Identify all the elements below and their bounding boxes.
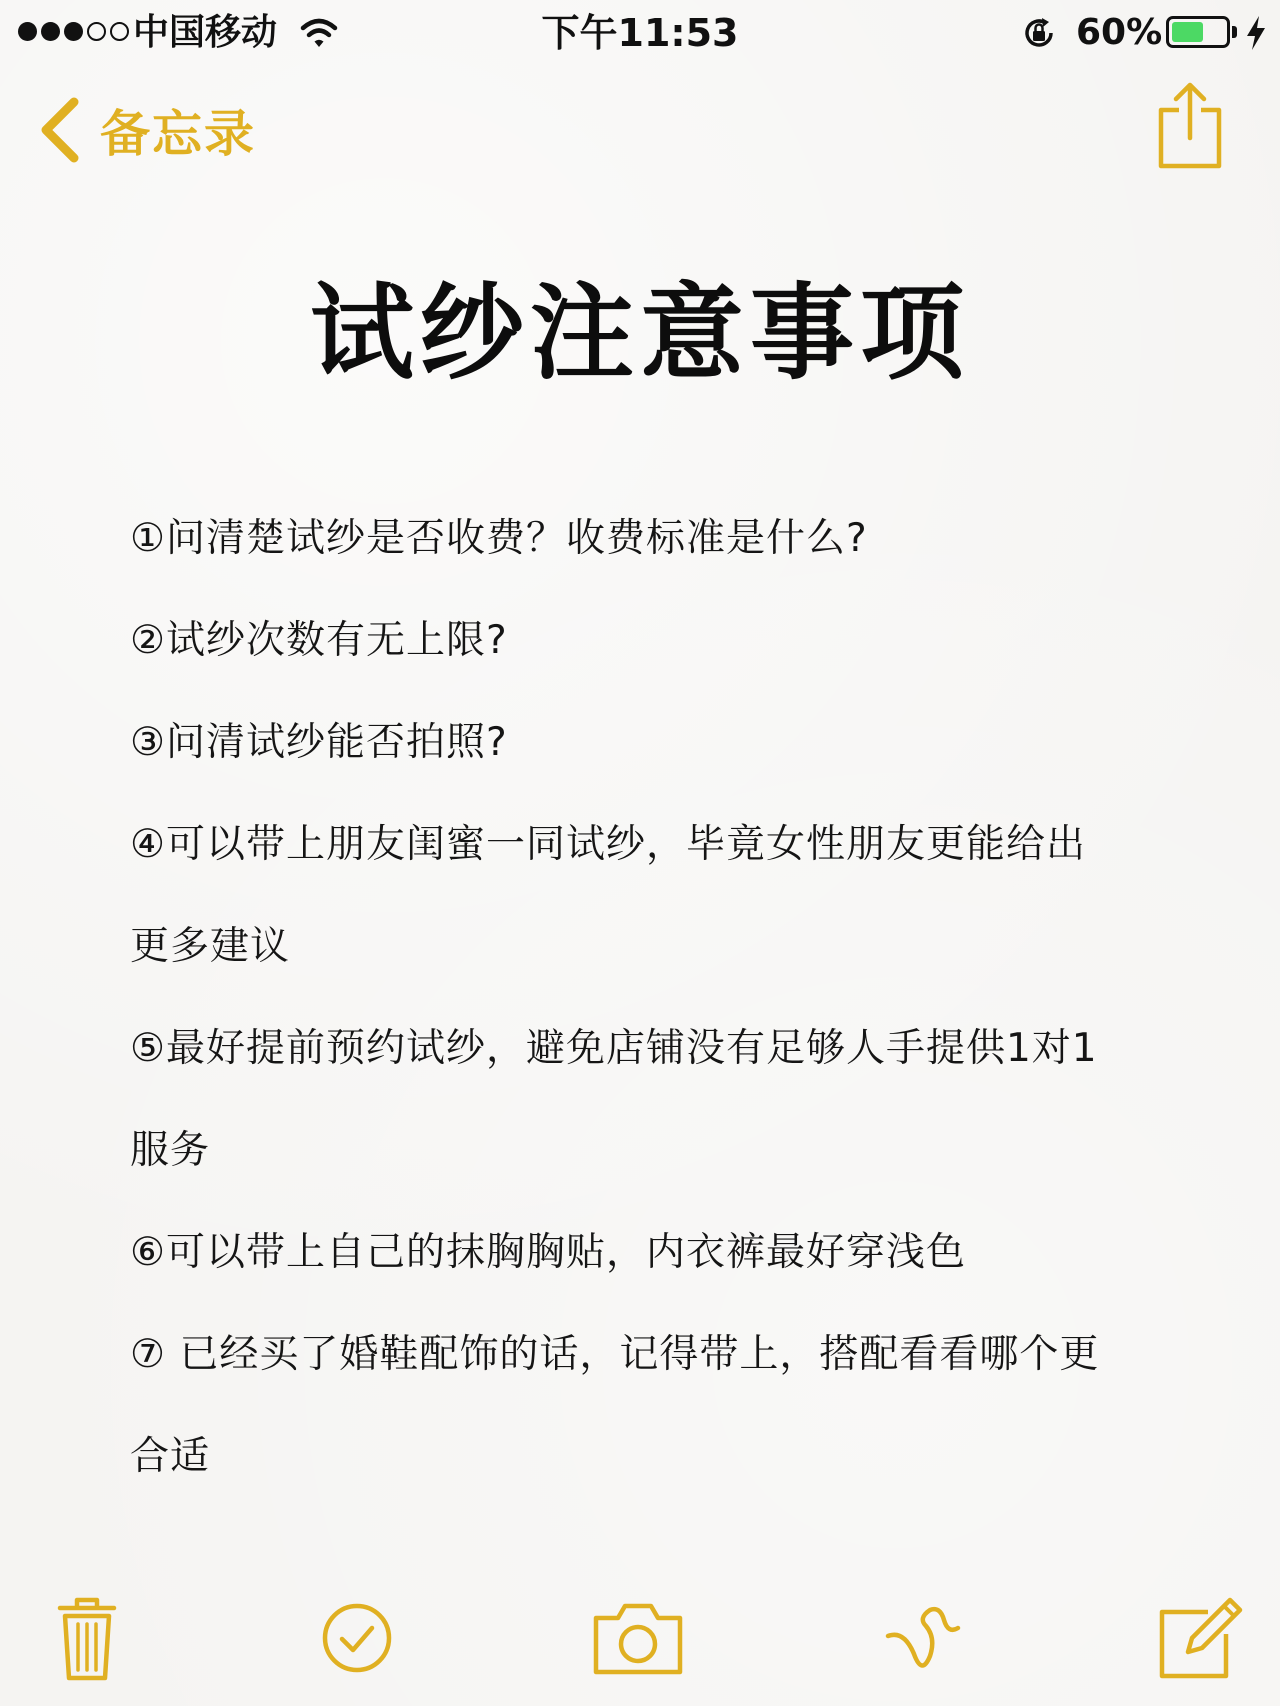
note-line: ⑥可以带上自己的抹胸胸贴，内衣裤最好穿浅色 [130,1230,966,1275]
note-line: ①问清楚试纱是否收费？收费标准是什么? [130,516,868,561]
note-line: 合适 [130,1434,211,1479]
carrier-name: 中国移动 [133,12,278,53]
battery-level-fill [1172,22,1203,42]
back-button[interactable] [36,88,256,172]
sketch-icon[interactable] [878,1590,968,1686]
charging-icon [1244,14,1268,52]
note-line: ⑤最好提前预约试纱，避免店铺没有足够人手提供1对1 [130,1026,1098,1071]
chevron-left-icon [36,96,82,164]
bottom-toolbar [0,1590,1280,1690]
note-line: ②试纱次数有无上限? [130,618,508,663]
note-line: 服务 [130,1128,211,1173]
note-line: ⑦ 已经买了婚鞋配饰的话，记得带上，搭配看看哪个更 [130,1332,1100,1377]
rotation-lock-icon [1020,14,1058,52]
checklist-icon[interactable] [312,1590,402,1686]
note-line: ④可以带上朋友闺蜜一同试纱，毕竟女性朋友更能给出 [130,822,1086,867]
battery-icon [1166,16,1230,48]
compose-icon[interactable] [1150,1590,1250,1686]
share-icon[interactable] [1155,80,1225,172]
note-line: 更多建议 [130,924,291,969]
trash-icon[interactable] [42,1590,132,1686]
status-bar [0,0,1280,66]
note-body[interactable] [130,488,1160,1508]
note-title: 试纱注意事项 [309,272,970,394]
camera-icon[interactable] [590,1590,686,1686]
note-line: ③问清试纱能否拍照? [130,720,508,765]
battery-tip [1232,26,1237,38]
battery-percentage: 60% [1076,12,1163,53]
back-button-label: 备忘录 [100,105,256,163]
status-time: 下午11:53 [541,11,739,55]
